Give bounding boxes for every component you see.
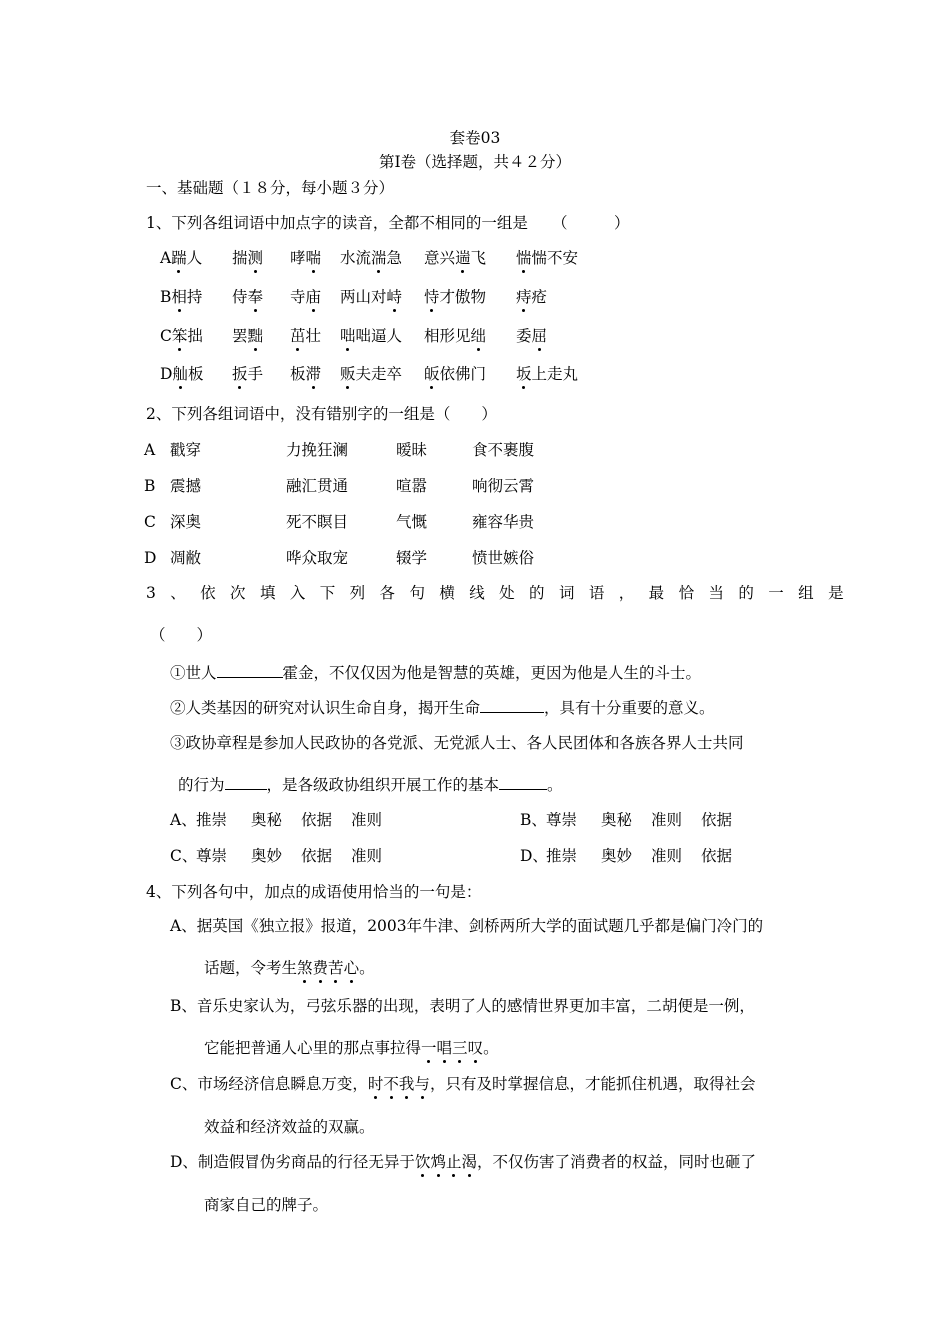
word-part: 急 (386, 249, 403, 267)
q2-word: 哗众取宠 (286, 549, 349, 567)
q4-b-end: 。 (483, 1039, 499, 1057)
emphasis-char: 恃 (424, 288, 440, 306)
emphasis-char: 坂 (516, 365, 532, 383)
q2-word: 深奥 (170, 513, 202, 531)
q4-option-b-line1: B、音乐史家认为，弓弦乐器的出现，表明了人的感情世界更加丰富，二胡便是一例， (170, 997, 755, 1015)
emphasis-char: 心 (343, 959, 360, 977)
emphasis-char: 黜 (247, 327, 264, 345)
emphasis-char: 止 (445, 1153, 462, 1171)
q1-option-label: C (160, 327, 172, 345)
word-part: 持 (186, 288, 203, 306)
q4-option-c-line2: 效益和经济效益的双赢。 (204, 1118, 375, 1136)
q1-option-label: A (160, 249, 172, 267)
q3-option-word: 奥妙 (601, 847, 633, 865)
word-part: 揣 (232, 249, 248, 267)
q3-blank-3 (225, 773, 267, 790)
q4-option-c-line1 (170, 1074, 755, 1094)
q3-s3-end: 。 (547, 776, 563, 794)
q1-word (232, 364, 263, 384)
q2-word: 戳穿 (170, 441, 202, 459)
q1-word (424, 287, 486, 307)
emphasis-char: 相 (171, 288, 187, 306)
q1-answer-paren: （ ） (552, 214, 630, 232)
emphasis-char: 时 (367, 1075, 384, 1093)
word-part: 飞 (470, 249, 487, 267)
q1-word (340, 364, 402, 384)
q3-option-word: 依据 (301, 847, 333, 865)
q4-option-a-line2 (204, 958, 375, 978)
emphasis-char: 峙 (386, 288, 403, 306)
q2-stem: 2、下列各组词语中，没有错别字的一组是（ ） (146, 405, 497, 423)
q2-word: 喧嚣 (396, 477, 428, 495)
q1-stem: 1、下列各组词语中加点字的读音，全都不相同的一组是 (146, 214, 528, 232)
emphasis-char: 贩 (340, 365, 356, 383)
q1-word (232, 326, 263, 346)
q4-a-text: 话题，令考生 (204, 959, 298, 977)
q3-option-word: 奥秘 (601, 811, 633, 829)
emphasis-char: 测 (247, 249, 264, 267)
emphasis-char: 惴 (516, 249, 532, 267)
emphasis-char: 不 (383, 1075, 399, 1093)
q4-c-idiom (368, 1075, 430, 1093)
q4-d-end: ，不仅伤害了消费者的权益，同时也砸了 (477, 1153, 757, 1171)
q4-d-idiom (415, 1153, 477, 1171)
emphasis-char: 遄 (455, 249, 471, 267)
q1-word (290, 364, 321, 384)
word-part: 咄逼人 (355, 327, 403, 345)
q3-s1-start: ①世人 (170, 664, 217, 682)
q3-option-word: 奥秘 (251, 811, 283, 829)
q4-option-d-line2: 商家自己的牌子。 (204, 1196, 329, 1214)
q3-sentence-2 (170, 696, 715, 718)
q4-d-text: D、制造假冒伪劣商品的行径无异于 (170, 1153, 415, 1171)
q1-word (232, 287, 263, 307)
word-part: 人 (186, 249, 203, 267)
q2-word: 暧昧 (396, 441, 428, 459)
q3-option-word: 依据 (701, 811, 733, 829)
q3-option-word: 推崇 (196, 811, 228, 829)
emphasis-char: 茁 (290, 327, 306, 345)
q4-option-a-line1: A、据英国《独立报》报道，2003年牛津、剑桥两所大学的面试题几乎都是偏门冷门的 (170, 917, 764, 935)
q3-option-word: 依据 (701, 847, 733, 865)
q2-option-label: C (144, 513, 156, 531)
q4-a-idiom (297, 959, 359, 977)
q3-sentence-3: ③政协章程是参加人民政协的各党派、无党派人士、各人民团体和各族各界人士共同 (170, 734, 744, 752)
q4-option-d-line1 (170, 1152, 756, 1172)
q2-word: 震撼 (170, 477, 202, 495)
q1-word (232, 248, 263, 268)
q2-word: 力挽狂澜 (286, 441, 349, 459)
q1-word (516, 287, 547, 307)
q2-word: 辍学 (396, 549, 428, 567)
emphasis-char: 喘 (305, 249, 322, 267)
q3-blank-1 (217, 661, 283, 678)
word-part: 委 (516, 327, 532, 345)
q1-word (340, 326, 402, 346)
emphasis-char: 绌 (470, 327, 487, 345)
q1-word (290, 248, 321, 268)
emphasis-char: 鸩 (430, 1153, 446, 1171)
word-part: 板 (187, 365, 204, 383)
word-part: 两山对 (340, 288, 387, 306)
word-part: 罢 (232, 327, 248, 345)
q3-option-word: 依据 (301, 811, 333, 829)
q4-option-b-line2 (204, 1038, 499, 1058)
q1-word (290, 287, 321, 307)
q1-word (424, 248, 486, 268)
q3-option-word: 准则 (651, 811, 683, 829)
word-part: 寺 (290, 288, 306, 306)
q4-b-text: 它能把普通人心里的那点事拉得 (204, 1039, 422, 1057)
q3-s2-end: ，具有十分重要的意义。 (544, 699, 715, 717)
q1-option-label: D (160, 365, 173, 383)
emphasis-char: 踹 (171, 249, 187, 267)
section-heading: 一、基础题（１８分，每小题３分） (146, 179, 395, 197)
word-part: 意兴 (424, 249, 456, 267)
paper-title: 套卷03 (449, 129, 501, 147)
q3-option-word: 准则 (351, 847, 383, 865)
word-part: 侍 (232, 288, 248, 306)
q4-c-text: C、市场经济信息瞬息万变， (170, 1075, 368, 1093)
emphasis-char: 庙 (305, 288, 322, 306)
q3-answer-paren: （ ） (150, 626, 213, 644)
q1-word (160, 287, 202, 307)
q4-a-end: 。 (359, 959, 375, 977)
q3-option-label: D、 (520, 847, 548, 865)
emphasis-char: 饮 (414, 1153, 431, 1171)
q3-sentence-1 (170, 661, 701, 683)
emphasis-char: 叹 (467, 1039, 484, 1057)
q3-s2-start: ②人类基因的研究对认识生命自身，揭开生命 (170, 699, 481, 717)
emphasis-char: 奉 (247, 288, 264, 306)
q2-word: 凋敝 (170, 549, 202, 567)
word-part: 上走丸 (531, 365, 579, 383)
q2-word: 愤世嫉俗 (472, 549, 535, 567)
q1-word (424, 326, 486, 346)
word-part: 相形见 (424, 327, 471, 345)
emphasis-char: 一 (421, 1039, 437, 1057)
q2-word: 雍容华贵 (472, 513, 535, 531)
q3-option-word: 推崇 (546, 847, 578, 865)
q4-b-idiom (421, 1039, 483, 1057)
emphasis-char: 湍 (371, 249, 387, 267)
word-part: 依佛门 (439, 365, 487, 383)
q1-word (516, 364, 578, 384)
q3-sentence-3-cont (178, 773, 563, 795)
q3-option-label: A、 (170, 811, 197, 829)
q2-word: 食不裹腹 (472, 441, 535, 459)
q2-option-label: A (144, 441, 156, 459)
emphasis-char: 三 (452, 1039, 468, 1057)
word-part: 板 (290, 365, 306, 383)
q3-s1-end: 霍金，不仅仅因为他是智慧的英雄，更因为他是人生的斗士。 (282, 664, 702, 682)
q2-option-label: B (144, 477, 156, 495)
word-part: 水流 (340, 249, 372, 267)
emphasis-char: 煞 (297, 959, 313, 977)
q3-option-label: C、 (170, 847, 198, 865)
q3-blank-2 (480, 696, 544, 713)
emphasis-char: 舢 (172, 365, 188, 383)
q3-s3-mid: ，是各级政协组织开展工作的基本 (266, 776, 500, 794)
emphasis-char: 咄 (340, 327, 356, 345)
q1-word (160, 248, 202, 268)
emphasis-char: 我 (398, 1075, 415, 1093)
q1-word (340, 287, 402, 307)
q3-option-word: 准则 (651, 847, 683, 865)
emphasis-char: 滞 (305, 365, 322, 383)
word-part: 夫走卒 (355, 365, 403, 383)
emphasis-char: 笨 (171, 327, 188, 345)
emphasis-char: 渴 (461, 1153, 477, 1171)
q1-word (340, 248, 402, 268)
q3-stem: 3、依次填入下列各句横线处的词语，最恰当的一组是 (146, 584, 858, 602)
q1-word (290, 326, 321, 346)
q2-word: 响彻云霄 (472, 477, 535, 495)
emphasis-char: 费 (312, 959, 329, 977)
q3-s3-start: 的行为 (178, 776, 225, 794)
word-part: 才傲物 (439, 288, 487, 306)
q4-c-end: ，只有及时掌握信息，才能抓住机遇，取得社会 (429, 1075, 756, 1093)
paper-subtitle: 第Ⅰ卷（选择题，共４２分） (378, 153, 572, 171)
word-part: 疮 (531, 288, 548, 306)
emphasis-char: 皈 (424, 365, 440, 383)
q3-option-word: 尊崇 (546, 811, 578, 829)
word-part: 手 (247, 365, 264, 383)
emphasis-char: 与 (414, 1075, 430, 1093)
word-part: 拙 (187, 327, 203, 345)
emphasis-char: 屈 (531, 327, 548, 345)
q1-word (516, 326, 547, 346)
emphasis-char: 扳 (232, 365, 248, 383)
q1-word (160, 326, 203, 346)
q2-word: 气慨 (396, 513, 428, 531)
emphasis-char: 苦 (328, 959, 344, 977)
q3-option-label: B、 (520, 811, 547, 829)
q4-stem: 4、下列各句中，加点的成语使用恰当的一句是： (146, 883, 482, 901)
word-part: 壮 (305, 327, 322, 345)
word-part: 惴不安 (531, 249, 579, 267)
q3-blank-4 (499, 773, 547, 790)
q1-option-label: B (160, 288, 172, 306)
word-part: 哮 (290, 249, 306, 267)
q1-word (516, 248, 578, 268)
q2-option-label: D (144, 549, 157, 567)
q1-word (160, 364, 203, 384)
q1-word (424, 364, 486, 384)
emphasis-char: 唱 (436, 1039, 453, 1057)
q3-option-word: 准则 (351, 811, 383, 829)
q2-word: 死不瞑目 (286, 513, 349, 531)
q2-word: 融汇贯通 (286, 477, 349, 495)
emphasis-char: 痔 (516, 288, 532, 306)
q3-option-word: 尊崇 (196, 847, 228, 865)
q3-option-word: 奥妙 (251, 847, 283, 865)
